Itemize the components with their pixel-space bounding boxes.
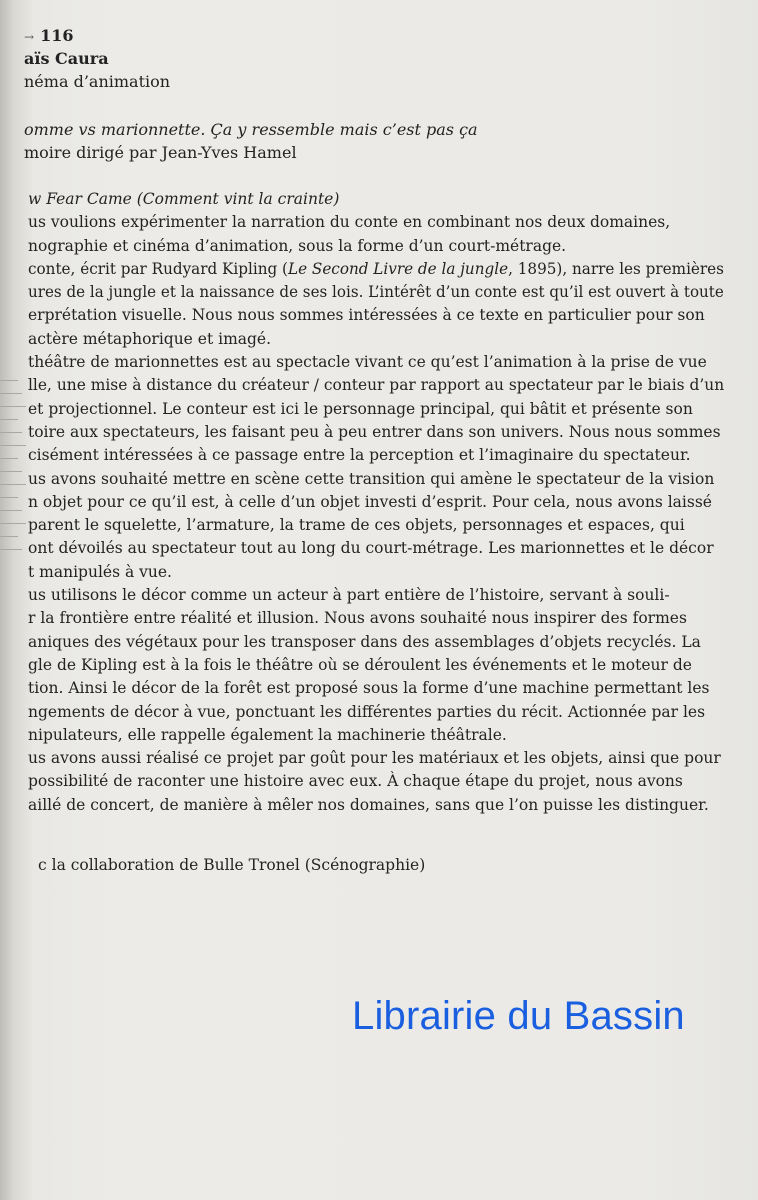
text-line: ont dévoilés au spectateur tout au long du court-métrage. Les marionnettes et le décor <box>28 539 714 558</box>
page-edges <box>0 380 30 570</box>
text-line: et projectionnel. Le conteur est ici le personnage principal, qui bâtit et présente son <box>28 399 693 418</box>
watermark: Librairie du Bassin <box>352 994 685 1038</box>
page-edge-line <box>0 523 26 524</box>
supervisor: moire dirigé par Jean-Yves Hamel <box>24 143 297 162</box>
book-title: Le Second Livre de la jungle <box>287 259 509 278</box>
page-number <box>24 26 73 45</box>
thesis-title: omme vs marionnette. Ça y ressemble mais c’est pas ça <box>24 120 478 139</box>
page-number-value: 116 <box>40 26 74 45</box>
text-line: us utilisons le décor comme un acteur à part entière de l’histoire, servant à souli- <box>28 586 670 605</box>
page-edge-line <box>0 510 22 511</box>
project-subtitle: w Fear Came (Comment vint la crainte) <box>28 190 340 208</box>
field-of-study: néma d’animation <box>24 72 171 91</box>
text-line: us avons souhaité mettre en scène cette transition qui amène le spectateur de la vision <box>28 469 715 488</box>
page-edge-line <box>0 458 18 459</box>
page-edge-line <box>0 432 22 433</box>
text-line: actère métaphorique et imagé. <box>28 329 272 348</box>
text-line: aillé de concert, de manière à mêler nos domaines, sans que l’on puisse les distinguer. <box>28 795 709 814</box>
collaboration-credit: c la collaboration de Bulle Tronel (Scénographie) <box>38 856 426 874</box>
text-line: théâtre de marionnettes est au spectacle vivant ce qu’est l’animation à la prise de vue <box>28 353 707 372</box>
arrow-icon: → <box>24 30 35 44</box>
text-line: lle, une mise à distance du créateur / conteur par rapport au spectateur par le biais d’un <box>28 376 725 395</box>
text-line: n objet pour ce qu’il est, à celle d’un objet investi d’esprit. Pour cela, nous avons laissé <box>28 492 712 511</box>
text-line: ngements de décor à vue, ponctuant les différentes parties du récit. Actionnée par les <box>28 702 706 721</box>
page-edge-line <box>0 471 22 472</box>
text-line: us avons aussi réalisé ce projet par goût pour les matériaux et les objets, ainsi que pour <box>28 749 721 768</box>
text-line: nographie et cinéma d’animation, sous la forme d’un court-métrage. <box>28 236 567 255</box>
text-line: us voulions expérimenter la narration du conte en combinant nos deux domaines, <box>28 213 671 232</box>
text-line: r la frontière entre réalité et illusion. Nous avons souhaité nous inspirer des formes <box>28 609 687 628</box>
page-edge-line <box>0 393 22 394</box>
page-edge-line <box>0 536 18 537</box>
body-text <box>28 188 724 817</box>
text-line: gle de Kipling est à la fois le théâtre où se déroulent les événements et le moteur de <box>28 655 692 674</box>
text-line: cisément intéressées à ce passage entre la perception et l’imaginaire du spectateur. <box>28 446 691 465</box>
page-edge-line <box>0 549 22 550</box>
page-edge-line <box>0 497 18 498</box>
page-edge-line <box>0 484 26 485</box>
author-name: aïs Caura <box>24 49 109 68</box>
text-line: t manipulés à vue. <box>28 562 172 581</box>
page-edge-line <box>0 406 26 407</box>
text-line: ures de la jungle et la naissance de ses lois. L’intérêt d’un conte est qu’il est ouvert à toute <box>28 283 724 302</box>
page-edge-line <box>0 419 18 420</box>
text-line: aniques des végétaux pour les transposer dans des assemblages d’objets recyclés. La <box>28 632 701 651</box>
text-line: tion. Ainsi le décor de la forêt est proposé sous la forme d’une machine permettant les <box>28 679 710 698</box>
text-line: parent le squelette, l’armature, la trame de ces objets, personnages et espaces, qui <box>28 516 685 535</box>
text-line: toire aux spectateurs, les faisant peu à peu entrer dans son univers. Nous nous sommes <box>28 422 721 441</box>
page-edge-line <box>0 445 26 446</box>
page-edge-line <box>0 380 18 381</box>
text-line: conte, écrit par Rudyard Kipling (Le Second Livre de la jungle, 1895), narre les premières <box>28 259 724 278</box>
text-line: possibilité de raconter une histoire avec eux. À chaque étape du projet, nous avons <box>28 772 683 791</box>
text-line: nipulateurs, elle rappelle également la machinerie théâtrale. <box>28 725 507 744</box>
text-line: erprétation visuelle. Nous nous sommes intéressées à ce texte en particulier pour son <box>28 306 705 325</box>
